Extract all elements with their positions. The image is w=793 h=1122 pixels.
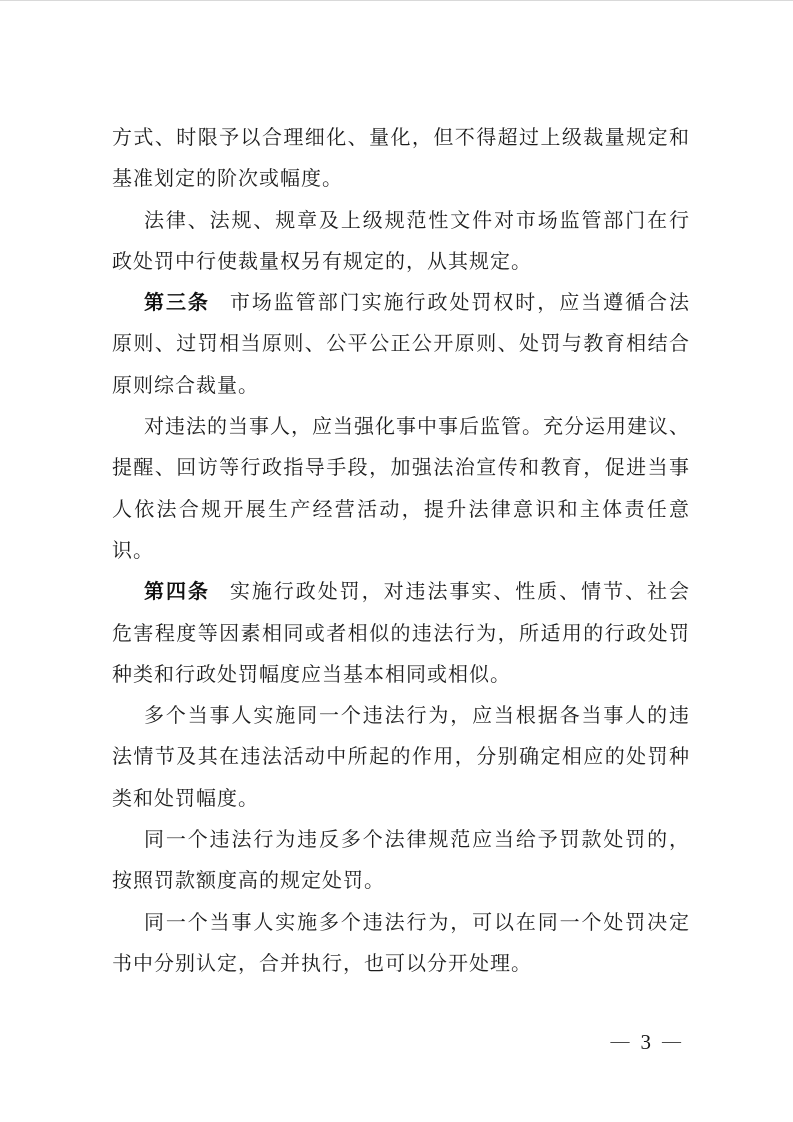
text-line: [112, 159, 689, 200]
text-line-content: 提醒、回访等行政指导手段，加强法治宣传和教育，促进当事: [112, 457, 689, 480]
text-line-content: 政处罚中行使裁量权另有规定的，从其规定。: [112, 250, 532, 273]
text-line: [112, 118, 689, 159]
text-line: [112, 407, 689, 448]
text-line: [112, 779, 689, 820]
text-line-content: 基准划定的阶次或幅度。: [112, 168, 343, 191]
article-number: 第三条: [144, 292, 210, 315]
text-line-content: 实施行政处罚，对违法事实、性质、情节、社会: [229, 581, 689, 604]
text-line: [112, 242, 689, 283]
text-line: [112, 201, 689, 242]
article-number: 第四条: [144, 581, 210, 604]
text-line: [112, 614, 689, 655]
text-line-content: 多个当事人实施同一个违法行为，应当根据各当事人的违: [144, 705, 689, 728]
document-body: [112, 118, 689, 985]
text-line-content: 对违法的当事人，应当强化事中事后监管。充分运用建议、: [144, 416, 689, 439]
text-line: [112, 531, 689, 572]
text-line: [112, 820, 689, 861]
text-line-content: 同一个违法行为违反多个法律规范应当给予罚款处罚的，: [144, 829, 689, 852]
text-line: [112, 861, 689, 902]
text-line-content: 方式、时限予以合理细化、量化，但不得超过上级裁量规定和: [112, 127, 689, 149]
text-line: [112, 737, 689, 778]
text-line-content: 危害程度等因素相同或者相似的违法行为，所适用的行政处罚: [112, 622, 689, 645]
text-line: [112, 944, 689, 985]
footer-dash-left: —: [610, 1031, 630, 1052]
text-line: [112, 366, 689, 407]
text-line-content: 同一个当事人实施多个违法行为，可以在同一个处罚决定: [144, 911, 689, 934]
page-number: 3: [640, 1030, 651, 1054]
scan-edge-line: [0, 0, 793, 1]
text-line-content: 市场监管部门实施行政处罚权时，应当遵循合法: [229, 292, 689, 315]
text-line: [112, 448, 689, 489]
text-line-content: 按照罚款额度高的规定处罚。: [112, 870, 385, 893]
text-line-content: 法情节及其在违法活动中所起的作用，分别确定相应的处罚种: [112, 746, 689, 769]
text-line-content: 识。: [112, 539, 154, 562]
text-line-content: 类和处罚幅度。: [112, 787, 259, 810]
text-line-content: 种类和行政处罚幅度应当基本相同或相似。: [112, 663, 511, 686]
text-line: [112, 324, 689, 365]
text-line: [112, 283, 689, 324]
text-line: [112, 903, 689, 944]
text-line: [112, 655, 689, 696]
text-line-content: 原则综合裁量。: [112, 374, 259, 397]
text-line: [112, 572, 689, 613]
text-line: [112, 490, 689, 531]
text-line-content: 法律、法规、规章及上级规范性文件对市场监管部门在行: [144, 209, 689, 232]
text-line-content: 原则、过罚相当原则、公平公正公开原则、处罚与教育相结合: [112, 333, 689, 356]
text-line-content: 书中分别认定，合并执行，也可以分开处理。: [112, 952, 532, 975]
text-line: [112, 696, 689, 737]
text-line-content: 人依法合规开展生产经营活动，提升法律意识和主体责任意: [112, 498, 689, 521]
footer-dash-right: —: [662, 1031, 681, 1052]
page-footer: [611, 1031, 682, 1053]
